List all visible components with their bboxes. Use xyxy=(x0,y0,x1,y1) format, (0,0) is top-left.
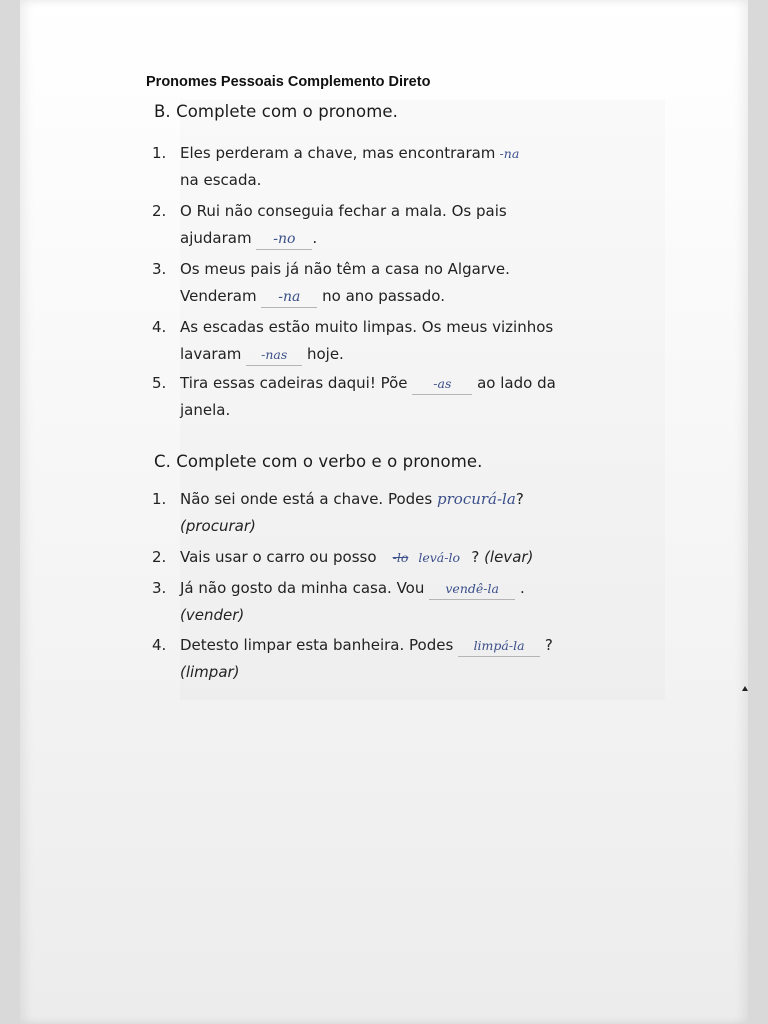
item-number: 4. xyxy=(152,636,167,654)
section-b-title: B. Complete com o pronome. xyxy=(154,102,399,121)
struck-attempt: -lo xyxy=(392,550,409,565)
item-text: Já não gosto da minha casa. Vou xyxy=(180,579,425,597)
verb-hint: (limpar) xyxy=(180,663,240,681)
handwritten-answer: vendê-la xyxy=(429,579,515,600)
exercise-b-3 xyxy=(152,256,612,310)
item-number: 4. xyxy=(152,318,167,336)
page-heading: Pronomes Pessoais Complemento Direto xyxy=(146,74,431,90)
handwritten-answer: -no xyxy=(256,229,312,250)
item-text-after: ? xyxy=(471,548,480,566)
exercise-c-2 xyxy=(152,544,612,571)
handwritten-answer xyxy=(381,548,471,568)
item-number: 1. xyxy=(152,144,167,162)
item-text: As escadas estão muito limpas. Os meus vizinhos xyxy=(180,318,554,336)
corrected-answer: levá-lo xyxy=(418,550,461,565)
item-text-after: ? xyxy=(544,636,553,654)
item-text-line2: Venderam xyxy=(180,287,257,305)
exercise-b-5 xyxy=(152,370,612,424)
handwritten-answer: limpá-la xyxy=(458,636,540,657)
item-text: Não sei onde está a chave. Podes xyxy=(180,490,433,508)
verb-hint: (levar) xyxy=(484,548,534,566)
item-text-after: no ano passado. xyxy=(322,287,445,305)
exercise-c-4 xyxy=(152,632,612,686)
exercise-b-4 xyxy=(152,314,612,368)
margin-mark xyxy=(742,686,748,691)
item-text-line2: na escada. xyxy=(180,171,262,189)
item-text-after: ? xyxy=(515,490,524,508)
item-text-line2: ajudaram xyxy=(180,229,252,247)
section-c-title: C. Complete com o verbo e o pronome. xyxy=(154,452,483,471)
item-number: 3. xyxy=(152,260,167,278)
item-text-after: . xyxy=(312,229,318,247)
item-text: O Rui não conseguia fechar a mala. Os pais xyxy=(180,202,507,220)
item-number: 2. xyxy=(152,202,167,220)
item-text-after: hoje. xyxy=(306,345,344,363)
item-number: 2. xyxy=(152,548,167,566)
item-number: 1. xyxy=(152,490,167,508)
exercise-b-2 xyxy=(152,198,612,252)
item-text-line2: janela. xyxy=(180,401,231,419)
verb-hint: (procurar) xyxy=(180,517,256,535)
item-number: 5. xyxy=(152,374,167,392)
exercise-b-1 xyxy=(152,140,612,194)
item-text-after: . xyxy=(519,579,525,597)
handwritten-answer: -na xyxy=(261,287,317,308)
item-text: Tira essas cadeiras daqui! Põe xyxy=(180,374,408,392)
item-text: Os meus pais já não têm a casa no Algarve. xyxy=(180,260,510,278)
exercise-c-3 xyxy=(152,575,612,629)
verb-hint: (vender) xyxy=(180,606,245,624)
item-text-line2: lavaram xyxy=(180,345,242,363)
item-number: 3. xyxy=(152,579,167,597)
exercise-c-1 xyxy=(152,486,612,540)
item-text: Vais usar o carro ou posso xyxy=(180,548,377,566)
handwritten-answer: procurá-la xyxy=(437,490,516,508)
item-text-after: ao lado da xyxy=(477,374,556,392)
handwritten-answer: -na xyxy=(499,146,520,161)
handwritten-answer: -as xyxy=(412,374,472,395)
item-text: Eles perderam a chave, mas encontraram xyxy=(180,144,496,162)
item-text: Detesto limpar esta banheira. Podes xyxy=(180,636,454,654)
handwritten-answer: -nas xyxy=(246,345,302,366)
